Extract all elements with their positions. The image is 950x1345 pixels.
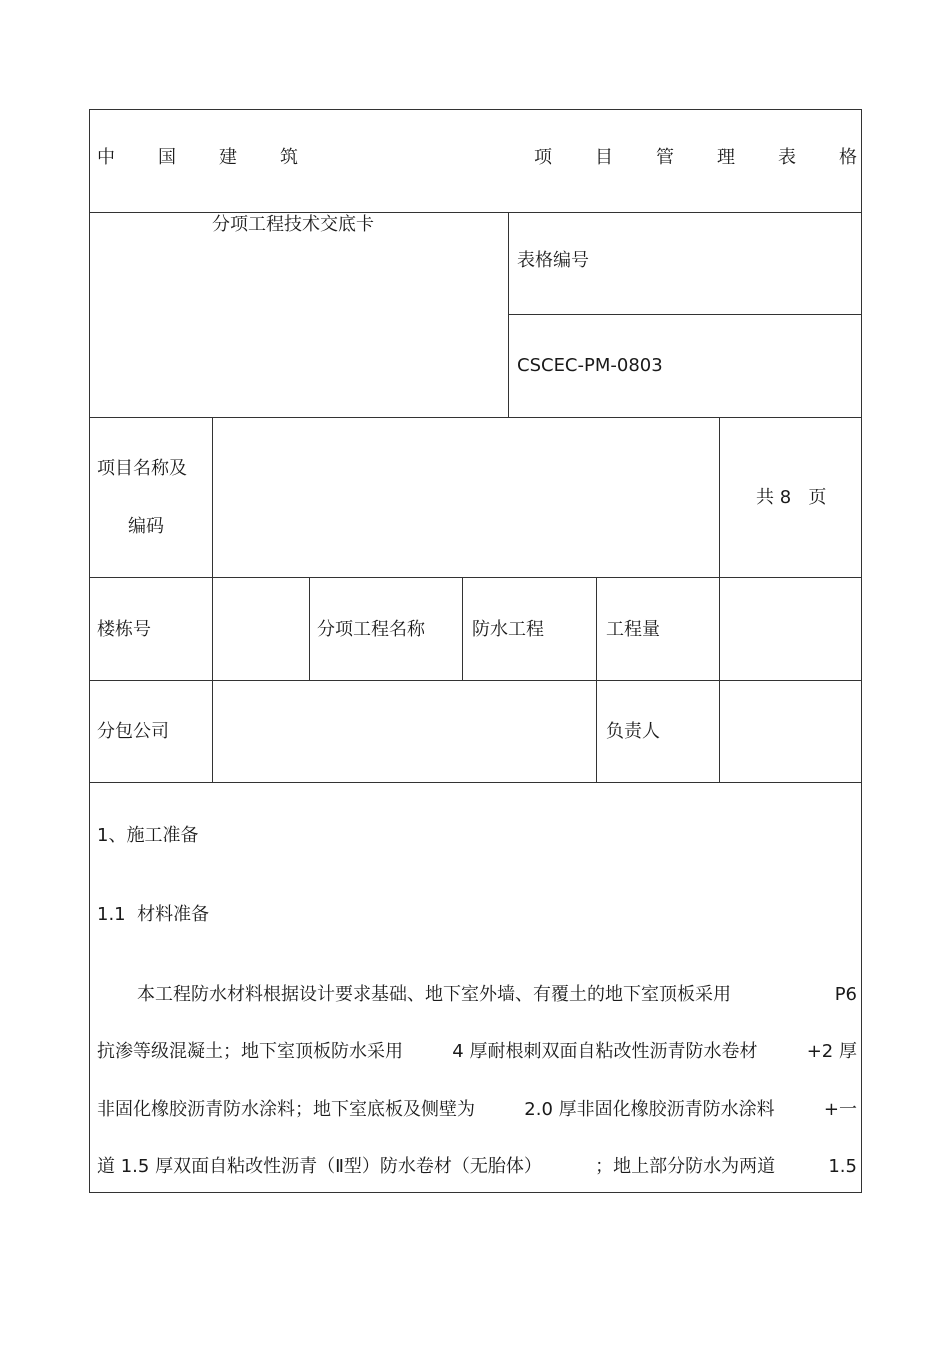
column-divider <box>309 577 310 680</box>
form-code-value: CSCEC-PM-0803 <box>517 355 663 376</box>
header-gap <box>341 146 491 170</box>
responsible-person-label: 负责人 <box>606 721 660 742</box>
row-divider <box>89 212 862 213</box>
paragraph-line <box>97 1156 857 1178</box>
row-divider <box>89 782 862 783</box>
paragraph-segment: 本工程防水材料根据设计要求基础、地下室外墙、有覆土的地下室顶板采用 <box>137 984 731 1005</box>
row-divider <box>89 680 862 681</box>
paragraph-segment: P6 <box>834 984 857 1005</box>
column-divider <box>462 577 463 680</box>
quantity-label: 工程量 <box>606 619 660 640</box>
form-frame <box>89 109 862 1193</box>
building-number-label: 楼栋号 <box>97 619 151 640</box>
project-code-label: 编码 <box>128 516 164 537</box>
paragraph-segment: 4 厚耐根刺双面自粘改性沥青防水卷材 <box>452 1041 758 1062</box>
header-char: 格 <box>839 147 857 168</box>
header-char: 目 <box>595 147 613 168</box>
project-name-label: 项目名称及 <box>97 458 187 479</box>
form-code-label: 表格编号 <box>517 250 589 271</box>
paragraph-segment: 1.5 <box>828 1156 857 1177</box>
section-heading: 1、施工准备 <box>97 825 199 846</box>
form-title: 分项工程技术交底卡 <box>212 214 374 235</box>
column-divider <box>508 212 509 417</box>
paragraph-segment: 抗渗等级混凝土；地下室顶板防水采用 <box>97 1041 403 1062</box>
subitem-name-label: 分项工程名称 <box>317 619 425 640</box>
row-divider <box>89 577 862 578</box>
form-header-title <box>97 146 857 170</box>
header-char: 国 <box>158 147 176 168</box>
subcontractor-label: 分包公司 <box>97 721 169 742</box>
paragraph-line <box>97 1099 857 1121</box>
header-char: 建 <box>219 147 237 168</box>
row-divider <box>89 417 862 418</box>
paragraph-segment: 2.0 厚非固化橡胶沥青防水涂料 <box>524 1099 775 1120</box>
header-char: 中 <box>97 147 115 168</box>
paragraph-segment: ；地上部分防水为两道 <box>595 1156 776 1177</box>
paragraph-line <box>97 1041 857 1063</box>
paragraph-segment: +一 <box>823 1099 857 1120</box>
column-divider <box>719 417 720 782</box>
paragraph-segment: +2 厚 <box>806 1041 857 1062</box>
subitem-name-value: 防水工程 <box>472 619 544 640</box>
page-count: 共 8 页 <box>756 487 827 508</box>
column-divider <box>596 577 597 782</box>
header-char: 项 <box>534 147 552 168</box>
paragraph-line <box>137 984 857 1006</box>
paragraph-segment: 道 1.5 厚双面自粘改性沥青（Ⅱ型）防水卷材（无胎体） <box>97 1156 542 1177</box>
header-char: 筑 <box>280 147 298 168</box>
row-divider <box>508 314 862 315</box>
column-divider <box>212 417 213 782</box>
header-char: 管 <box>656 147 674 168</box>
header-char: 理 <box>717 147 735 168</box>
subsection-heading: 1.1 材料准备 <box>97 904 210 925</box>
header-char: 表 <box>778 147 796 168</box>
paragraph-segment: 非固化橡胶沥青防水涂料；地下室底板及侧壁为 <box>97 1099 475 1120</box>
